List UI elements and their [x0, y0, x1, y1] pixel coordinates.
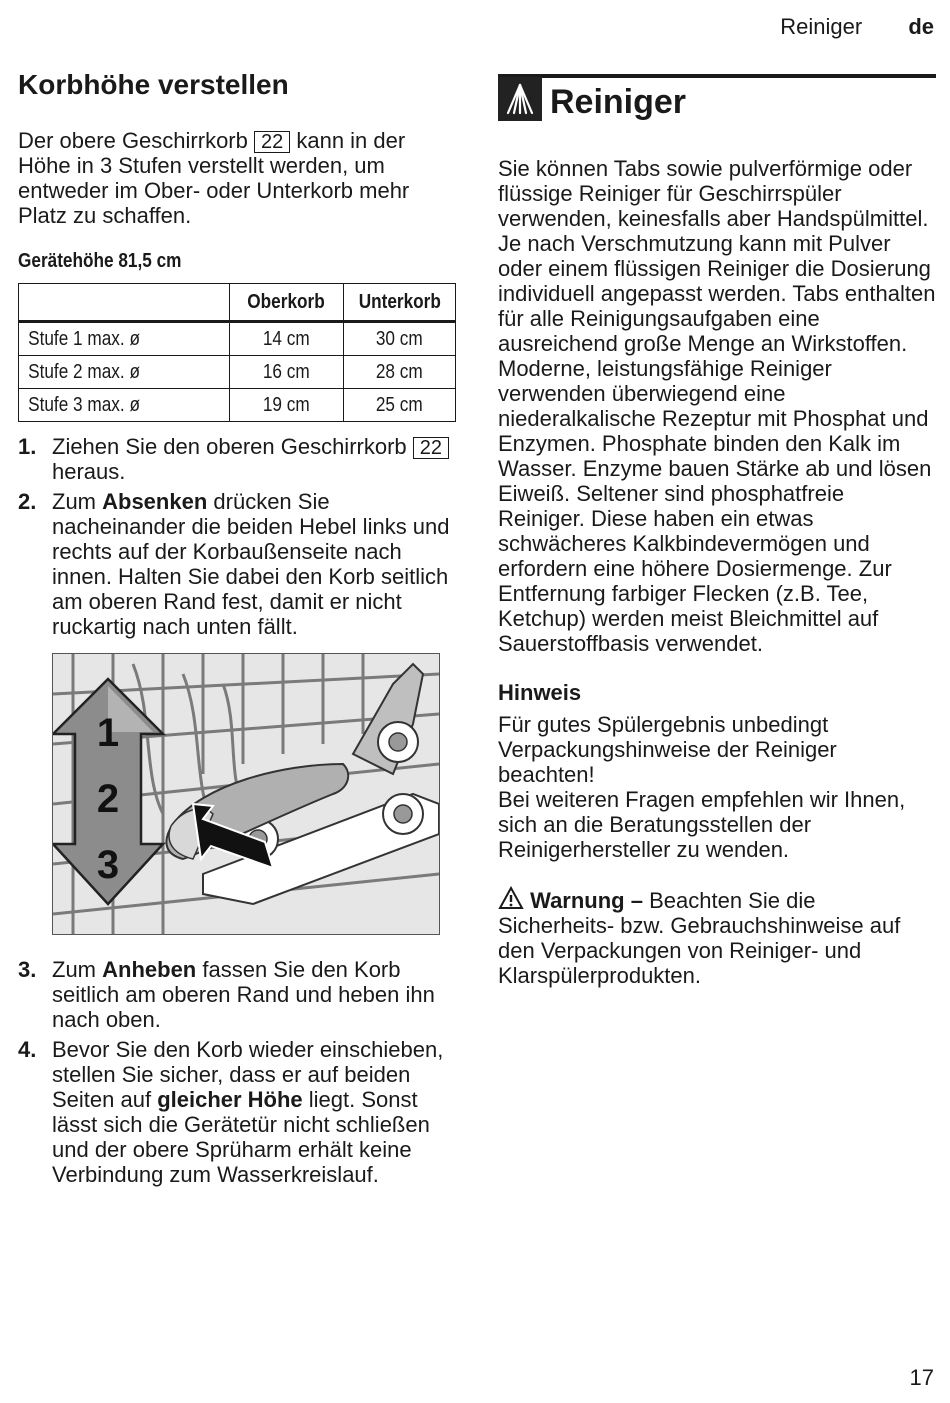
table-cell-label — [19, 389, 230, 422]
left-column — [18, 68, 458, 1192]
table-cell — [344, 322, 456, 356]
detergent-spray-icon — [498, 77, 542, 121]
hinweis-paragraph-1: Für gutes Spülergebnis unbedingt Verpackungshinweise der Reiniger beachten! — [498, 712, 837, 787]
level-label-2: 2 — [96, 777, 120, 821]
page-number: 17 — [909, 1365, 934, 1390]
header-language: de — [908, 14, 934, 39]
part-number-box: 22 — [254, 131, 290, 153]
detergent-spray-icon-svg — [502, 81, 538, 117]
part-number-box: 22 — [413, 437, 449, 459]
row1-lower: 30 cm — [376, 327, 423, 350]
section-title-bar — [498, 74, 936, 122]
table-cell — [230, 389, 344, 422]
warning-text: Beachten Sie die Sicherheits- bzw. Gebrauchshinweise auf den Verpackungen von Reiniger- und Klarspülerprodukten. — [498, 888, 901, 988]
warning-triangle-icon — [498, 886, 524, 910]
intro-paragraph — [18, 128, 458, 228]
step-item — [18, 489, 458, 639]
step-text-end: liegt. Sonst lässt sich die Gerätetür nicht schließen und der obere Sprüharm erhält keine Verbindung zum Wasserkreislauf. — [52, 1087, 430, 1187]
table-header-row — [19, 284, 456, 322]
hinweis-paragraph-2: Bei weiteren Fragen empfehlen wir Ihnen, sich an die Beratungsstellen der Reinigerhersteller zu wenden. — [498, 787, 906, 862]
step-text-end: fassen Sie den Korb seitlich am oberen Rand und heben ihn nach oben. — [52, 957, 435, 1032]
table-cell — [230, 322, 344, 356]
detergent-body: Sie können Tabs sowie pulverförmige oder flüssige Reiniger für Geschirrspüler verwenden, keinesfalls aber Handspülmittel. Je nach Verschmutzung kann mit Pulver oder einem flüssigen Reiniger die Dosierung individuell angepasst werden. Tabs enthalten für alle Reinigungsaufgaben eine ausreichend große Menge an Wirkstoffen. Moderne, leistungsfähige Reiniger verwenden überwiegend eine niederalkalische Rezeptur mit Phosphat und Enzymen. Phosphate binden den Kalk im Wasser. Enzyme bauen Stärke ab und lösen Eiweiß. Seltener sind phosphatfreie Reiniger. Diese haben ein etwas schwächeres Kalkbindevermögen und erfordern eine höhere Dosiermenge. Zur Entfernung farbiger Flecken (z.B. Tee, Ketchup) werden meist Bleichmittel auf Sauerstoffbasis verwendet. — [498, 156, 936, 656]
step-number: 3. — [18, 957, 37, 982]
step-number: 2. — [18, 489, 37, 514]
level-label-3: 3 — [96, 843, 120, 887]
basket-adjustment-illustration — [52, 653, 440, 935]
step-emphasis: gleicher Höhe — [157, 1087, 303, 1112]
table-cell — [344, 389, 456, 422]
step-item — [18, 1037, 458, 1187]
step-text: Zum — [52, 489, 103, 514]
warning-label: Warnung – — [530, 888, 643, 913]
step-text-end: drücken Sie nacheinander die beiden Hebel links und rechts auf der Korbaußenseite nach innen. Halten Sie dabei den Korb seitlich am oberen Rand fest, damit er nicht ruckartig nach unten fällt. — [52, 489, 450, 639]
right-title: Reiniger — [550, 83, 687, 121]
step-emphasis: Anheben — [102, 957, 197, 982]
header-unterkorb: Unterkorb — [358, 290, 441, 313]
table-header-lower — [344, 284, 456, 322]
row3-label: Stufe 3 max. ø — [28, 393, 140, 416]
level-label-1: 1 — [96, 711, 120, 755]
step-text-end: heraus. — [52, 459, 126, 484]
table-cell-label — [19, 322, 230, 356]
step-item — [18, 434, 458, 484]
page-header — [780, 14, 934, 40]
table-cell-label — [19, 356, 230, 389]
row2-upper: 16 cm — [263, 360, 310, 383]
table-header-upper — [230, 284, 344, 322]
table-row — [19, 389, 456, 422]
row3-lower: 25 cm — [376, 393, 423, 416]
left-title: Korbhöhe verstellen — [18, 69, 289, 100]
basket-illustration-svg — [53, 654, 439, 934]
table-cell — [230, 356, 344, 389]
header-oberkorb: Oberkorb — [247, 290, 326, 313]
row1-label: Stufe 1 max. ø — [28, 327, 140, 350]
intro-text-end: kann in der Höhe in 3 Stufen verstellt werden, um entweder im Ober- oder Unterkorb mehr Platz zu schaffen. — [18, 128, 410, 228]
step-emphasis: Absenken — [102, 489, 208, 514]
row2-lower: 28 cm — [376, 360, 423, 383]
intro-text-start: Der obere Geschirrkorb — [18, 128, 254, 153]
table-row — [19, 356, 456, 389]
step-number: 4. — [18, 1037, 37, 1062]
steps-list-continued — [18, 957, 458, 1187]
hinweis-title: Hinweis — [498, 680, 582, 705]
height-table — [18, 283, 456, 422]
table-header-empty — [19, 284, 230, 322]
steps-list — [18, 434, 458, 639]
step-text: Bevor Sie den Korb wieder einschieben, stellen Sie sicher, dass er auf beiden Seiten auf — [52, 1037, 444, 1112]
table-title: Gerätehöhe 81,5 cm — [18, 250, 182, 272]
table-row — [19, 322, 456, 356]
table-cell — [344, 356, 456, 389]
row1-upper: 14 cm — [263, 327, 310, 350]
step-item — [18, 957, 458, 1032]
row3-upper: 19 cm — [263, 393, 310, 416]
step-text: Zum — [52, 957, 103, 982]
warning-paragraph — [498, 886, 936, 988]
header-section: Reiniger — [780, 14, 863, 39]
step-text: Ziehen Sie den oberen Geschirrkorb — [52, 434, 413, 459]
right-column — [498, 74, 936, 988]
row2-label: Stufe 2 max. ø — [28, 360, 140, 383]
step-number: 1. — [18, 434, 37, 459]
